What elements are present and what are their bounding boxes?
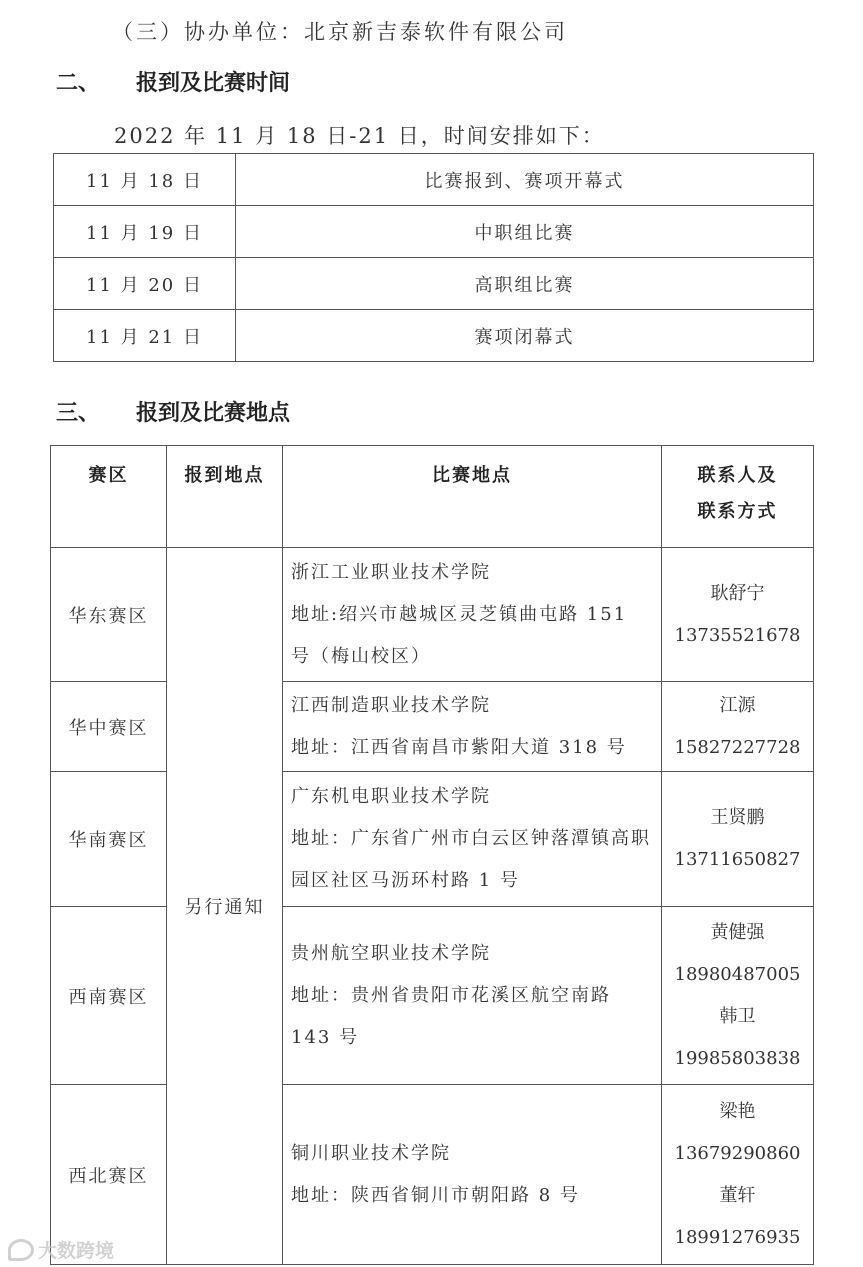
schedule-event: 赛项闭幕式 xyxy=(236,310,814,362)
table-row xyxy=(54,258,814,310)
checkin-place: 另行通知 xyxy=(167,548,283,1265)
schedule-event: 高职组比赛 xyxy=(236,258,814,310)
venue-address: 地址：江西省南昌市紫阳大道 318 号 xyxy=(291,736,627,758)
contact-name: 耿舒宁 xyxy=(710,582,765,604)
schedule-table xyxy=(53,153,814,362)
section-number: 二、 xyxy=(56,71,101,96)
venues-table xyxy=(50,445,814,1265)
table-row xyxy=(54,154,814,206)
venue-contacts xyxy=(662,548,814,682)
venue-region: 西北赛区 xyxy=(51,1085,167,1265)
venue-region: 华南赛区 xyxy=(51,772,167,907)
venue-school: 贵州航空职业技术学院 xyxy=(291,942,491,964)
section-number: 三、 xyxy=(56,401,101,426)
venue-details xyxy=(283,907,662,1085)
section-3-heading xyxy=(56,396,290,427)
contact-phone: 18991276935 xyxy=(674,1226,801,1248)
venue-address: 地址:绍兴市越城区灵芝镇曲屯路 151 号（梅山校区） xyxy=(291,603,628,667)
schedule-date: 11 月 20 日 xyxy=(54,258,236,310)
venue-details xyxy=(283,682,662,772)
header-checkin: 报到地点 xyxy=(167,446,283,548)
venue-school: 江西制造职业技术学院 xyxy=(291,694,491,716)
contact-name: 董轩 xyxy=(719,1184,756,1206)
venue-school: 浙江工业职业技术学院 xyxy=(291,561,491,583)
venue-address: 地址：贵州省贵阳市花溪区航空南路 143 号 xyxy=(291,984,611,1048)
contact-phone: 13679290860 xyxy=(674,1142,801,1164)
table-row xyxy=(54,206,814,258)
schedule-date: 11 月 19 日 xyxy=(54,206,236,258)
watermark: 大数跨境 xyxy=(8,1236,114,1263)
table-row xyxy=(51,548,814,682)
schedule-intro: 2022 年 11 月 18 日-21 日，时间安排如下： xyxy=(114,124,605,148)
venue-address: 地址：广东省广州市白云区钟落潭镇高职园区社区马沥环村路 1 号 xyxy=(291,828,651,891)
venue-contacts xyxy=(662,772,814,907)
venue-address: 地址：陕西省铜川市朝阳路 8 号 xyxy=(291,1184,580,1206)
venue-region: 华中赛区 xyxy=(51,682,167,772)
contact-phone: 19985803838 xyxy=(674,1047,801,1069)
co-organizer-line: （三）协办单位：北京新吉泰软件有限公司 xyxy=(112,20,568,44)
table-row xyxy=(51,772,814,907)
venue-details xyxy=(283,1085,662,1265)
table-row xyxy=(51,1085,814,1265)
venue-contacts xyxy=(662,1085,814,1265)
contact-name: 梁艳 xyxy=(719,1100,756,1122)
contact-phone: 13735521678 xyxy=(674,624,801,646)
contact-name: 王贤鹏 xyxy=(710,807,765,828)
section-title: 报到及比赛地点 xyxy=(136,401,291,426)
table-row xyxy=(54,310,814,362)
section-title: 报到及比赛时间 xyxy=(136,71,291,96)
contact-phone: 18980487005 xyxy=(674,963,801,985)
venue-school: 铜川职业技术学院 xyxy=(291,1142,451,1164)
venue-details xyxy=(283,548,662,682)
venue-contacts xyxy=(662,907,814,1085)
header-region: 赛区 xyxy=(51,446,167,548)
contact-phone: 13711650827 xyxy=(674,849,801,870)
contact-name: 韩卫 xyxy=(719,1005,756,1027)
watermark-logo-icon xyxy=(8,1239,34,1261)
contact-name: 江源 xyxy=(719,694,756,716)
venue-school: 广东机电职业技术学院 xyxy=(291,786,491,807)
venue-details xyxy=(283,772,662,907)
header-contact: 联系人及 联系方式 xyxy=(662,446,814,548)
table-header-row xyxy=(51,446,814,548)
header-venue: 比赛地点 xyxy=(283,446,662,548)
venue-region: 华东赛区 xyxy=(51,548,167,682)
schedule-event: 中职组比赛 xyxy=(236,206,814,258)
table-row xyxy=(51,682,814,772)
table-row xyxy=(51,907,814,1085)
venue-contacts xyxy=(662,682,814,772)
contact-phone: 15827227728 xyxy=(674,736,801,758)
schedule-date: 11 月 21 日 xyxy=(54,310,236,362)
schedule-date: 11 月 18 日 xyxy=(54,154,236,206)
section-2-heading xyxy=(56,66,290,97)
schedule-event: 比赛报到、赛项开幕式 xyxy=(236,154,814,206)
venue-region: 西南赛区 xyxy=(51,907,167,1085)
contact-name: 黄健强 xyxy=(710,921,765,943)
